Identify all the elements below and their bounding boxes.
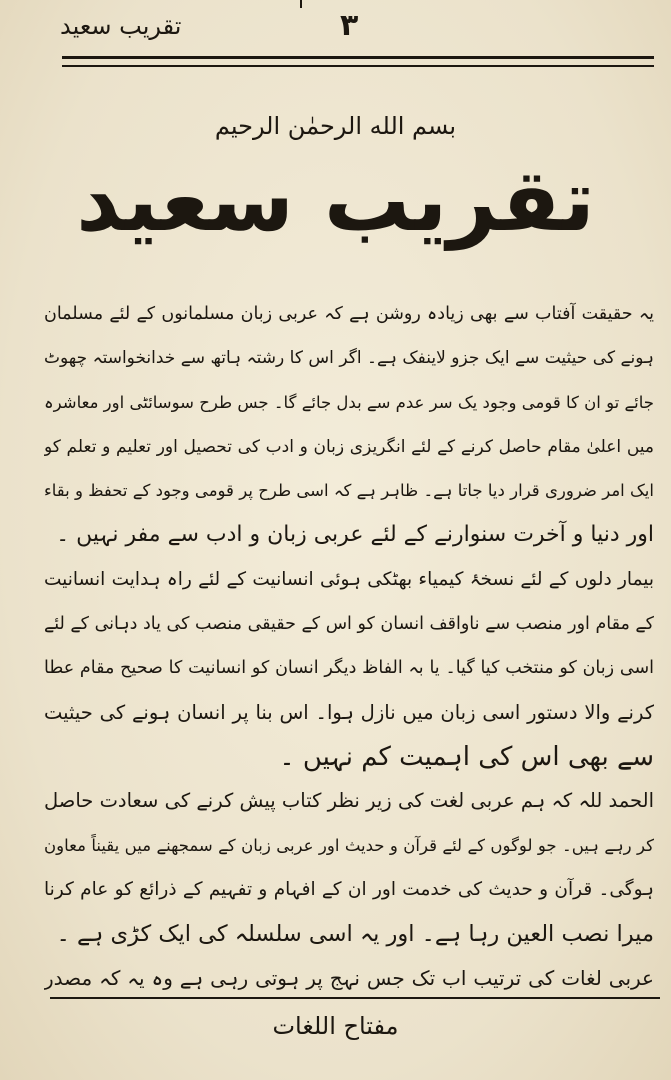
top-mark <box>300 0 302 8</box>
page-header <box>60 10 650 58</box>
text-line: کر رہے ہیں۔ جو لوگوں کے لئے قرآن و حدیث اور عربی زبان کے سمجھنے میں یقیناً معاون <box>44 835 654 855</box>
running-title: تقریب سعید <box>60 12 182 40</box>
text-line: ہوگی۔ قرآن و حدیث کی خدمت اور ان کے افہام و تفہیم کے ذرائع کو عام کرنا <box>44 878 654 900</box>
text-line: ایک امر ضروری قرار دیا جاتا ہے۔ ظاہر ہے کہ اسی طرح پر قومی وجود کے تحفظ و بقاء <box>44 481 654 501</box>
text-line: ہونے کی حیثیت سے ایک جزو لاینفک ہے۔ اگر اس کا رشتہ ہاتھ سے خدانخواستہ چھوٹ <box>44 348 654 369</box>
body-text <box>44 292 654 1001</box>
text-line: یہ حقیقت آفتاب سے بھی زیادہ روشن ہے کہ عربی زبان مسلمانوں کے لئے مسلمان <box>44 304 654 324</box>
chapter-title: تقریب سعید <box>76 151 595 251</box>
text-line: میں اعلیٰ مقام حاصل کرنے کے لئے انگریزی زبان و ادب کی تحصیل اور تعلیم و تعلم کو <box>44 436 654 457</box>
text-line: بیمار دلوں کے لئے نسخۂ کیمیاء بھٹکی ہوئی انسانیت کے لئے راہ ہدایت انسانیت <box>44 568 654 590</box>
text-line: عربی لغات کی ترتیب اب تک جس نہج پر ہوتی رہی ہے وہ یہ کہ مصدر <box>44 966 654 991</box>
text-line: کرنے والا دستور اسی زبان میں نازل ہوا۔ اس بنا پر انسان ہونے کی حیثیت <box>44 700 654 724</box>
page-number: ۳ <box>340 8 359 43</box>
text-line: میرا نصب العین رہا ہے۔ اور یہ اسی سلسلہ کی ایک کڑی ہے ۔ <box>56 921 654 948</box>
text-line: جائے تو ان کا قومی وجود یک سر عدم سے بدل جائے گا۔ جس طرح سوسائٹی اور معاشرہ <box>44 392 654 412</box>
text-line: سے بھی اس کی اہمیت کم نہیں ۔ <box>279 741 654 772</box>
footer-rule <box>50 997 660 999</box>
text-line: کے مقام اور منصب سے ناواقف انسان کو اس کے حقیقی منصب کی یاد دہانی کے لئے <box>44 614 654 635</box>
bismillah: بسم الله الرحمٰن الرحیم <box>214 112 457 140</box>
footer-book-title: مفتاح اللغات <box>272 1012 399 1040</box>
text-line: اسی زبان کو منتخب کیا گیا۔ یا بہ الفاظ دیگر انسان کو انسانیت کا صحیح مقام عطا <box>44 658 654 679</box>
text-line: اور دنیا و آخرت سنوارنے کے لئے عربی زبان و ادب سے مفر نہیں ۔ <box>56 522 654 548</box>
header-rule-thin <box>62 65 654 67</box>
text-line: الحمد للہ کہ ہم عربی لغت کی زیر نظر کتاب پیش کرنے کی سعادت حاصل <box>44 789 654 813</box>
header-rule-thick <box>62 56 654 59</box>
